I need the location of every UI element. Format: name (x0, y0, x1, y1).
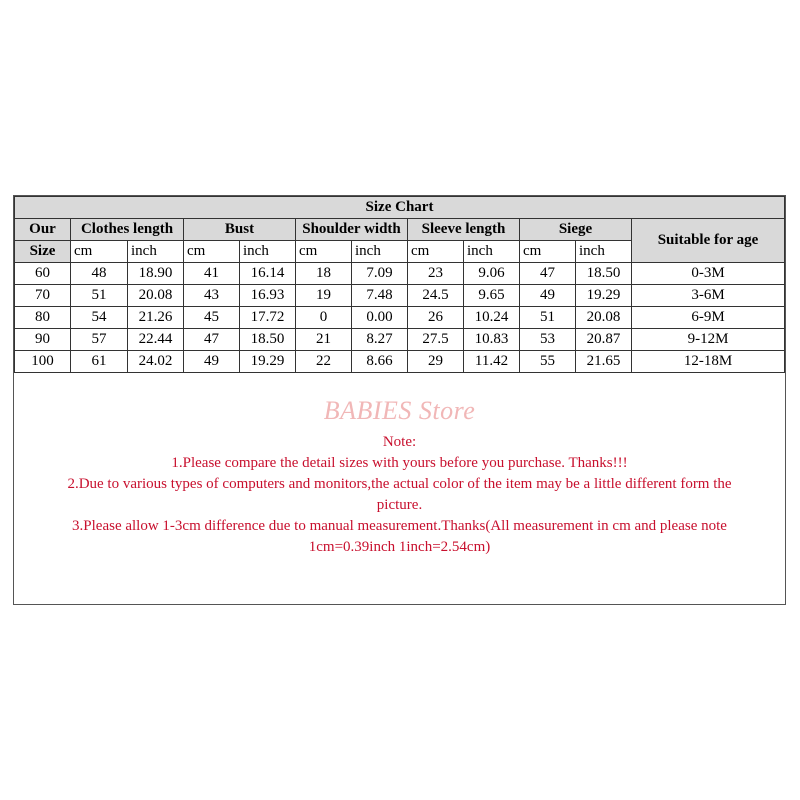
note-line-3: 3.Please allow 1-3cm difference due to manual measurement.Thanks(All measurement in cm and please note (72, 518, 727, 534)
size-cell: 80 (15, 307, 71, 329)
siege-inch-cell: 21.65 (576, 351, 632, 373)
size-chart-panel (13, 195, 786, 605)
sleeve-cm-cell: 26 (408, 307, 464, 329)
bust-inch-cell: 16.14 (240, 263, 296, 285)
our-size-header-top: Our (15, 219, 71, 241)
sleeve-inch-cell: 9.65 (464, 285, 520, 307)
siege-cm-cell: 49 (520, 285, 576, 307)
table-row (15, 307, 785, 329)
store-watermark: BABIES Store (323, 396, 476, 425)
shoulder-inch-cell: 0.00 (352, 307, 408, 329)
sleeve-cm-cell: 24.5 (408, 285, 464, 307)
siege-cm-cell: 55 (520, 351, 576, 373)
clothes-length-inch-cell: 20.08 (128, 285, 184, 307)
clothes-length-header: Clothes length (71, 219, 184, 241)
note-line-3-cont: 1cm=0.39inch 1inch=2.54cm) (308, 539, 491, 555)
bust-cm-cell: 41 (184, 263, 240, 285)
shoulder-cm-cell: 0 (296, 307, 352, 329)
our-size-header-bottom: Size (15, 241, 71, 263)
unit-inch: inch (352, 241, 408, 263)
bust-cm-cell: 45 (184, 307, 240, 329)
notes-section (14, 396, 785, 558)
note-line-1: 1.Please compare the detail sizes with yours before you purchase. Thanks!!! (171, 455, 628, 471)
table-row (15, 329, 785, 351)
size-chart-title: Size Chart (15, 197, 785, 219)
siege-cm-cell: 51 (520, 307, 576, 329)
sleeve-length-header: Sleeve length (408, 219, 520, 241)
unit-cm: cm (184, 241, 240, 263)
shoulder-inch-cell: 8.66 (352, 351, 408, 373)
shoulder-cm-cell: 18 (296, 263, 352, 285)
bust-inch-cell: 17.72 (240, 307, 296, 329)
shoulder-width-header: Shoulder width (296, 219, 408, 241)
siege-header: Siege (520, 219, 632, 241)
siege-inch-cell: 20.08 (576, 307, 632, 329)
size-cell: 90 (15, 329, 71, 351)
age-cell: 0-3M (632, 263, 785, 285)
clothes-length-inch-cell: 21.26 (128, 307, 184, 329)
siege-inch-cell: 20.87 (576, 329, 632, 351)
siege-inch-cell: 18.50 (576, 263, 632, 285)
shoulder-inch-cell: 8.27 (352, 329, 408, 351)
clothes-length-cm-cell: 61 (71, 351, 128, 373)
clothes-length-cm-cell: 54 (71, 307, 128, 329)
bust-inch-cell: 16.93 (240, 285, 296, 307)
sleeve-cm-cell: 23 (408, 263, 464, 285)
shoulder-cm-cell: 22 (296, 351, 352, 373)
table-row (15, 285, 785, 307)
siege-cm-cell: 53 (520, 329, 576, 351)
unit-cm: cm (296, 241, 352, 263)
clothes-length-cm-cell: 57 (71, 329, 128, 351)
age-cell: 9-12M (632, 329, 785, 351)
age-header: Suitable for age (632, 219, 785, 263)
unit-cm: cm (408, 241, 464, 263)
bust-header: Bust (184, 219, 296, 241)
table-row (15, 351, 785, 373)
sleeve-cm-cell: 29 (408, 351, 464, 373)
clothes-length-inch-cell: 24.02 (128, 351, 184, 373)
siege-cm-cell: 47 (520, 263, 576, 285)
clothes-length-inch-cell: 22.44 (128, 329, 184, 351)
size-cell: 60 (15, 263, 71, 285)
bust-cm-cell: 49 (184, 351, 240, 373)
table-row (15, 263, 785, 285)
size-cell: 70 (15, 285, 71, 307)
siege-inch-cell: 19.29 (576, 285, 632, 307)
unit-inch: inch (576, 241, 632, 263)
note-heading: Note: (382, 434, 417, 450)
bust-cm-cell: 47 (184, 329, 240, 351)
note-line-2-cont: picture. (376, 497, 423, 513)
sleeve-inch-cell: 10.24 (464, 307, 520, 329)
sleeve-inch-cell: 9.06 (464, 263, 520, 285)
age-cell: 3-6M (632, 285, 785, 307)
size-chart-table (14, 196, 785, 373)
sleeve-inch-cell: 10.83 (464, 329, 520, 351)
unit-inch: inch (464, 241, 520, 263)
sleeve-cm-cell: 27.5 (408, 329, 464, 351)
shoulder-cm-cell: 21 (296, 329, 352, 351)
clothes-length-inch-cell: 18.90 (128, 263, 184, 285)
size-cell: 100 (15, 351, 71, 373)
sleeve-inch-cell: 11.42 (464, 351, 520, 373)
unit-cm: cm (71, 241, 128, 263)
clothes-length-cm-cell: 48 (71, 263, 128, 285)
shoulder-inch-cell: 7.09 (352, 263, 408, 285)
unit-cm: cm (520, 241, 576, 263)
bust-inch-cell: 19.29 (240, 351, 296, 373)
bust-cm-cell: 43 (184, 285, 240, 307)
bust-inch-cell: 18.50 (240, 329, 296, 351)
unit-inch: inch (240, 241, 296, 263)
note-line-2: 2.Due to various types of computers and monitors,the actual color of the item may be a little different form the (67, 476, 732, 492)
clothes-length-cm-cell: 51 (71, 285, 128, 307)
shoulder-inch-cell: 7.48 (352, 285, 408, 307)
shoulder-cm-cell: 19 (296, 285, 352, 307)
unit-inch: inch (128, 241, 184, 263)
age-cell: 12-18M (632, 351, 785, 373)
age-cell: 6-9M (632, 307, 785, 329)
